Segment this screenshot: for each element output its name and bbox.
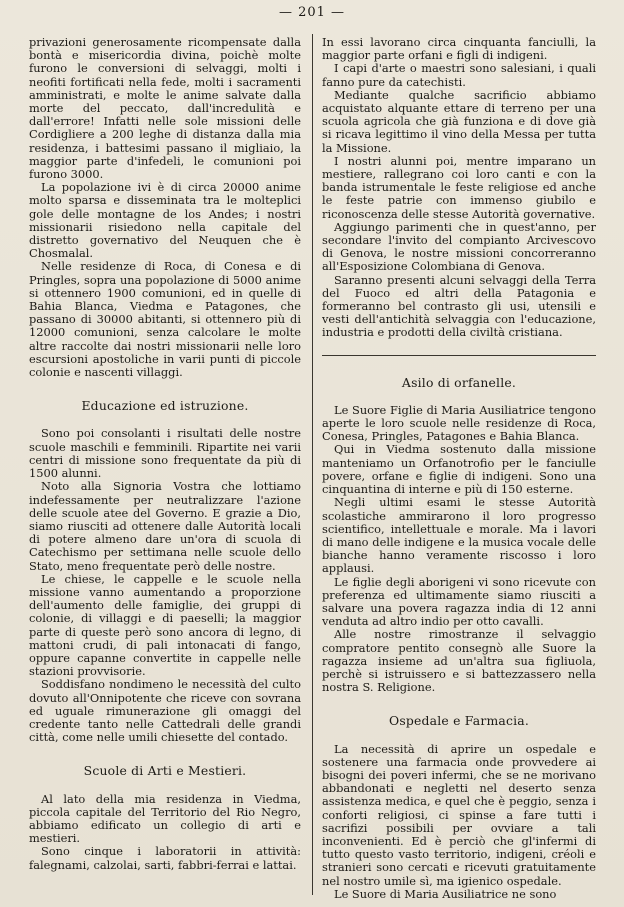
section-heading: Scuole di Arti e Mestieri. bbox=[83, 763, 247, 779]
paragraph: Le figlie degli aborigeni vi sono ricevute con preferenza ed ultimamente siamo riusciti a salvare una povera ragazza india di 12 anni venduta ad altro indio per otto cavalli. bbox=[322, 574, 596, 629]
left-column bbox=[29, 36, 301, 899]
paragraph: Le Suore di Maria Ausiliatrice ne sono bbox=[334, 886, 557, 899]
paragraph: Nelle residenze di Roca, di Conesa e di Pringles, sopra una popolazione di 5000 anime si ottennero 1900 comunioni, ed in quelle di Bahia Blanca, Viedma e Patagones, che passano di 30000 abitanti, si ottennero più di 12000 comunioni, senza calcolare le molte altre raccolte dai nostri missionarii nelle loro escursioni apostoliche in varii punti di piccole colonie e nascenti villaggi. bbox=[29, 259, 301, 380]
paragraph: Alle nostre rimostranze il selvaggio compratore pentito consegnò alle Suore la ragazza insieme ad un'altra sua figliuola, perchè si istruissero e si battezzassero nella nostra S. Religione. bbox=[322, 627, 596, 695]
section-heading: Asilo di orfanelle. bbox=[401, 374, 517, 390]
section-heading: Ospedale e Farmacia. bbox=[388, 713, 530, 729]
paragraph: Saranno presenti alcuni selvaggi della Terra del Fuoco ed altri della Patagonia e formeranno bel contrasto gli usi, utensili e vesti dell'antichità selvaggia con l'educazione, industria e prodotti della civiltà cristiana. bbox=[322, 272, 596, 340]
paragraph: Mediante qualche sacrificio abbiamo acquistato alquante ettare di terreno per una scuola agricola che già funziona e di dove già si ricava legittimo il vino della Messa per tutta la Missione. bbox=[322, 87, 596, 155]
paragraph: Sono poi consolanti i risultati delle nostre scuole maschili e femminili. Ripartite nei varii centri di missione sono frequentate da più di 1500 alunni. bbox=[29, 426, 301, 481]
section-heading: Educazione ed istruzione. bbox=[81, 398, 249, 414]
right-column bbox=[322, 36, 596, 899]
paragraph: Negli ultimi esami le stesse Autorità scolastiche ammirarono il loro progresso scientifico, intellettuale e morale. Ma i lavori di mano delle indigene e la musica vocale delle bianche hanno veramente riscosso i loro applausi. bbox=[322, 495, 596, 576]
paragraph: La necessità di aprire un ospedale e sostenere una farmacia onde provvedere ai bisogni dei poveri infermi, che se ne morivano abbandonati e negletti nel deserto senza assistenza medica, e quel che è peggio, senza i conforti religiosi, ci spinse a fare tutti i sacrifizi possibili per ovviare a tali inconvenienti. Ed è perciò che gl'infermi di tutto questo vasto territorio, indigeni, créoli e stranieri sono cercati e ricevuti gratuitamente nel nostro umile sì, ma igienico ospedale. bbox=[322, 741, 596, 888]
paragraph: Noto alla Signoria Vostra che lottiamo indefessamente per neutralizzare l'azione delle scuole atee del Governo. E grazie a Dio, siamo riusciti ad ottenere dalle Autorità locali di potere almeno dare un'ora di scuola di Catechismo per settimana nelle scuole dello Stato, meno frequentate però delle nostre. bbox=[29, 479, 301, 573]
paragraph: Le chiese, le cappelle e le scuole nella missione vanno aumentando a proporzione dell'aumento delle famiglie, dei gruppi di colonie, di villaggi e di paeselli; la maggior parte di queste però sono ancora di legno, di mattoni crudi, di pali intonacati di fango, oppure capanne convertite in cappelle nelle stazioni provvisorie. bbox=[29, 571, 301, 679]
paragraph: I nostri alunni poi, mentre imparano un mestiere, rallegrano coi loro canti e con la banda istrumentale le feste religiose ed anche le feste patrie con immenso giubilo e riconoscenza delle stesse Autorità governative. bbox=[322, 153, 596, 221]
paragraph: I capi d'arte o maestri sono salesiani, i quali fanno pure da catechisti. bbox=[322, 61, 596, 89]
paragraph: Qui in Viedma sostenuto dalla missione manteniamo un Orfanotrofio per le fanciulle povere, orfane e figlie di indigeni. Sono una cinquantina di interne e più di 150 esterne. bbox=[322, 442, 596, 497]
paragraph: Aggiungo parimenti che in quest'anno, per secondare l'invito del compianto Arcivescovo di Genova, le nostre missioni concorreranno all'Esposizione Colombiana di Genova. bbox=[322, 219, 596, 274]
paragraph: Le Suore Figlie di Maria Ausiliatrice tengono aperte le loro scuole nelle residenze di Roca, Conesa, Pringles, Patagones e Bahia Blanca. bbox=[322, 402, 596, 444]
paragraph: Sono cinque i laboratorii in attività: falegnami, calzolai, sarti, fabbri-ferrai e lattai. bbox=[29, 844, 301, 872]
column-divider bbox=[312, 34, 313, 895]
paragraph: Al lato della mia residenza in Viedma, piccola capitale del Territorio del Rio Negro, abbiamo edificato un collegio di arti e mestieri. bbox=[29, 791, 301, 846]
paragraph: In essi lavorano circa cinquanta fanciulli, la maggior parte orfani e figli di indigeni. bbox=[322, 36, 596, 63]
section-rule bbox=[322, 355, 596, 356]
paragraph: Soddisfano nondimeno le necessità del culto dovuto all'Onnipotente che riceve con sovrana ed uguale rimunerazione gli omaggi del credente tanto nelle Cattedrali delle grandi città, come nelle umili chiesette del contado. bbox=[29, 677, 301, 745]
paragraph: privazioni generosamente ricompensate dalla bontà e misericordia divina, poichè molte furono le conversioni di selvaggi, molti i neofiti fortificati nella fede, molti i sacramenti amministrati, e molte le anime salvate dalla morte del peccato, dall'incredulità e dall'errore! Infatti nelle sole missioni delle Cordigliere a 200 leghe di distanza dalla mia residenza, i battesimi passano il migliaio, la maggior parte d'infedeli, le comunioni poi furono 3000. bbox=[29, 36, 301, 182]
page-number: — 201 — bbox=[278, 5, 346, 20]
paragraph: La popolazione ivi è di circa 20000 anime molto sparsa e disseminata tra le molteplici gole delle montagne de los Andes; i nostri missionarii risiedono nella capitale del distretto governativo del Neuquen che è Chosmalal. bbox=[29, 180, 301, 261]
